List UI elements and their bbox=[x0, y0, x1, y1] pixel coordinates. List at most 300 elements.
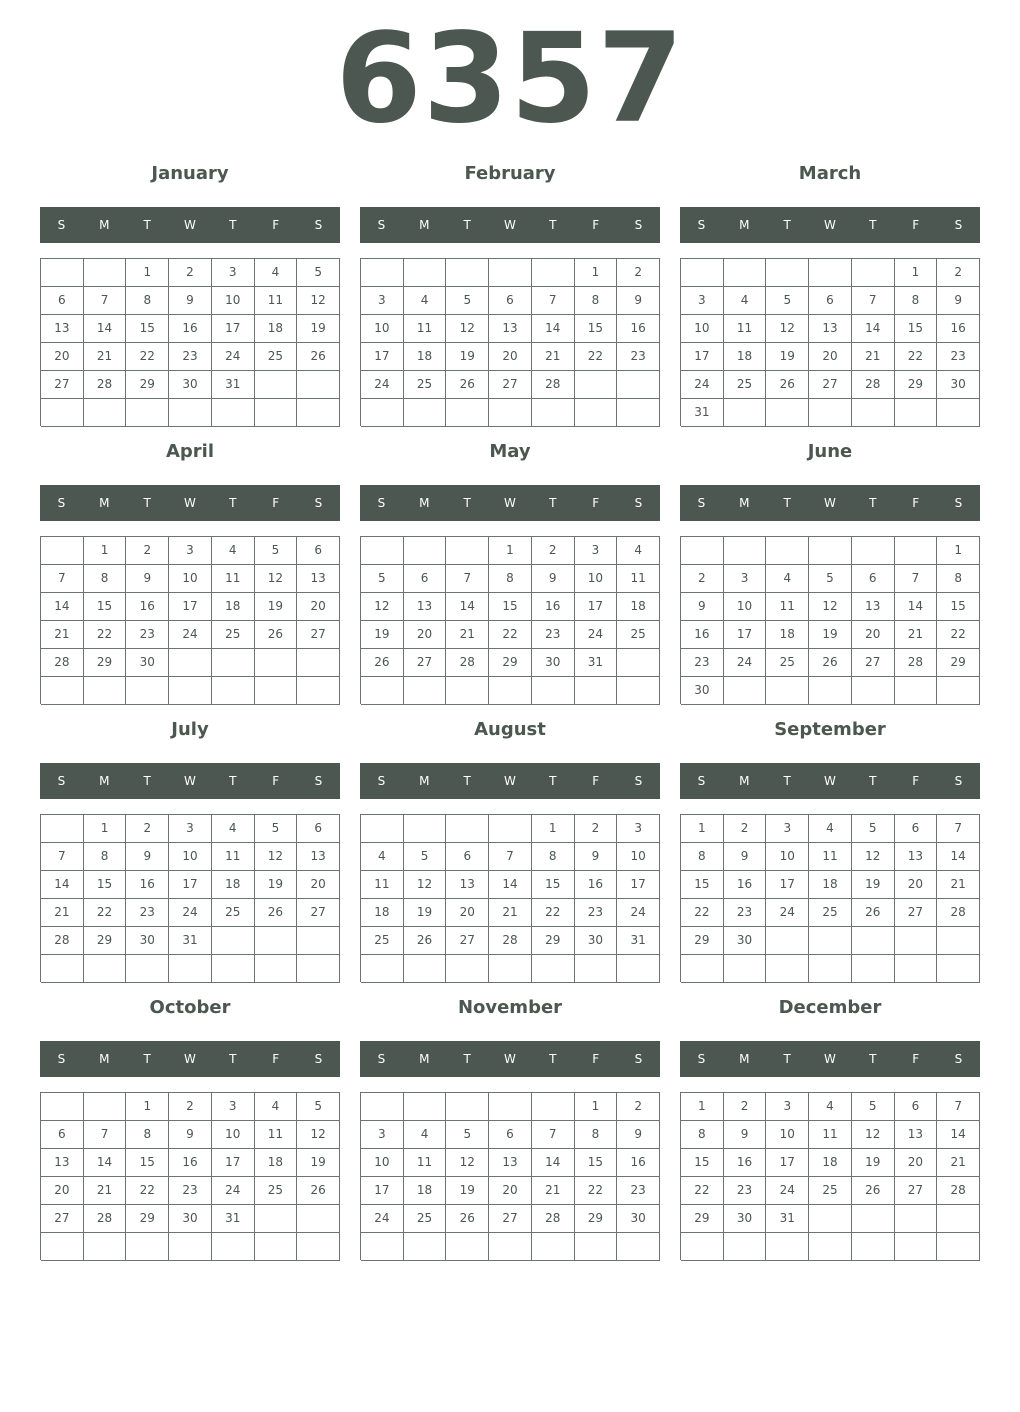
day-cell: 3 bbox=[169, 537, 212, 565]
day-cell: 16 bbox=[724, 871, 767, 899]
weekday-label: M bbox=[99, 1052, 110, 1066]
day-cell bbox=[297, 399, 340, 427]
day-cell: 24 bbox=[681, 371, 724, 399]
month-name: May bbox=[489, 441, 531, 462]
month-name: June bbox=[807, 441, 853, 462]
day-cell bbox=[126, 955, 169, 983]
day-cell: 14 bbox=[852, 315, 895, 343]
day-cell bbox=[297, 371, 340, 399]
day-cell: 17 bbox=[766, 1149, 809, 1177]
month-name: February bbox=[464, 163, 556, 184]
weekday-label: F bbox=[272, 218, 280, 232]
day-cell: 24 bbox=[361, 371, 404, 399]
day-cell: 7 bbox=[489, 843, 532, 871]
day-cell bbox=[852, 927, 895, 955]
day-cell: 17 bbox=[169, 593, 212, 621]
weekday-label: M bbox=[739, 774, 750, 788]
day-cell: 5 bbox=[446, 287, 489, 315]
day-cell: 29 bbox=[84, 649, 127, 677]
day-cell: 6 bbox=[895, 815, 938, 843]
day-cell: 15 bbox=[937, 593, 980, 621]
day-cell: 21 bbox=[937, 871, 980, 899]
day-cell: 12 bbox=[297, 287, 340, 315]
weekday-label: S bbox=[314, 218, 323, 232]
weekday-label: T bbox=[463, 774, 471, 788]
day-cell bbox=[766, 955, 809, 983]
day-cell: 19 bbox=[297, 1149, 340, 1177]
day-cell: 29 bbox=[937, 649, 980, 677]
weekday-label: M bbox=[739, 1052, 750, 1066]
day-cell: 11 bbox=[212, 565, 255, 593]
day-cell bbox=[617, 677, 660, 705]
day-cell: 16 bbox=[617, 315, 660, 343]
day-cell: 18 bbox=[617, 593, 660, 621]
day-cell: 23 bbox=[575, 899, 618, 927]
day-cell: 18 bbox=[809, 871, 852, 899]
day-cell: 5 bbox=[297, 259, 340, 287]
day-cell: 16 bbox=[532, 593, 575, 621]
weekday-label: S bbox=[314, 774, 323, 788]
day-cell bbox=[41, 1093, 84, 1121]
weekday-label: T bbox=[143, 1052, 151, 1066]
year-title: 6357 bbox=[335, 7, 685, 151]
day-cell bbox=[255, 649, 298, 677]
day-cell bbox=[489, 1093, 532, 1121]
day-cell bbox=[895, 399, 938, 427]
day-cell: 23 bbox=[617, 343, 660, 371]
day-cell bbox=[41, 677, 84, 705]
day-cell: 27 bbox=[809, 371, 852, 399]
day-cell: 21 bbox=[41, 621, 84, 649]
day-cell bbox=[532, 259, 575, 287]
day-cell: 27 bbox=[489, 371, 532, 399]
day-cell bbox=[255, 1233, 298, 1261]
day-cell: 18 bbox=[724, 343, 767, 371]
day-cell bbox=[41, 815, 84, 843]
day-cell: 3 bbox=[681, 287, 724, 315]
day-cell: 9 bbox=[126, 565, 169, 593]
day-cell bbox=[852, 1233, 895, 1261]
day-cell: 7 bbox=[895, 565, 938, 593]
weekday-label: W bbox=[184, 496, 196, 510]
day-cell: 10 bbox=[361, 315, 404, 343]
day-cell: 23 bbox=[937, 343, 980, 371]
day-cell: 14 bbox=[937, 843, 980, 871]
day-cell: 22 bbox=[937, 621, 980, 649]
day-cell: 10 bbox=[169, 565, 212, 593]
day-cell: 12 bbox=[766, 315, 809, 343]
day-cell: 29 bbox=[681, 1205, 724, 1233]
day-cell: 4 bbox=[212, 537, 255, 565]
day-cell: 23 bbox=[126, 899, 169, 927]
day-cell: 17 bbox=[361, 343, 404, 371]
weekday-label: T bbox=[229, 496, 237, 510]
day-cell: 31 bbox=[212, 1205, 255, 1233]
day-cell bbox=[361, 259, 404, 287]
weekday-label: F bbox=[912, 1052, 920, 1066]
day-cell: 12 bbox=[852, 1121, 895, 1149]
day-cell: 30 bbox=[532, 649, 575, 677]
day-cell: 18 bbox=[404, 343, 447, 371]
weekday-header bbox=[40, 763, 340, 799]
weekday-header bbox=[40, 1041, 340, 1077]
day-cell: 20 bbox=[895, 1149, 938, 1177]
weekday-label: S bbox=[377, 774, 386, 788]
day-cell: 27 bbox=[404, 649, 447, 677]
day-cell: 5 bbox=[766, 287, 809, 315]
day-cell: 4 bbox=[212, 815, 255, 843]
day-cell bbox=[84, 399, 127, 427]
day-cell: 16 bbox=[724, 1149, 767, 1177]
day-cell: 18 bbox=[361, 899, 404, 927]
day-cell: 28 bbox=[41, 927, 84, 955]
day-cell: 1 bbox=[532, 815, 575, 843]
month-name: October bbox=[149, 997, 231, 1018]
day-cell: 8 bbox=[681, 843, 724, 871]
day-cell: 15 bbox=[575, 315, 618, 343]
day-cell: 11 bbox=[724, 315, 767, 343]
day-cell: 8 bbox=[937, 565, 980, 593]
day-cell bbox=[895, 537, 938, 565]
day-cell bbox=[404, 955, 447, 983]
day-cell: 8 bbox=[84, 843, 127, 871]
weekday-header bbox=[680, 207, 980, 243]
day-cell: 29 bbox=[575, 1205, 618, 1233]
day-cell bbox=[41, 955, 84, 983]
day-cell: 9 bbox=[575, 843, 618, 871]
day-cell bbox=[212, 677, 255, 705]
day-cell: 19 bbox=[852, 871, 895, 899]
weekday-label: F bbox=[592, 774, 600, 788]
day-cell: 25 bbox=[724, 371, 767, 399]
weekday-label: M bbox=[739, 496, 750, 510]
day-cell: 29 bbox=[532, 927, 575, 955]
day-cell: 28 bbox=[446, 649, 489, 677]
day-cell: 27 bbox=[852, 649, 895, 677]
day-cell bbox=[532, 955, 575, 983]
day-cell bbox=[809, 955, 852, 983]
day-cell: 3 bbox=[361, 1121, 404, 1149]
day-cell: 1 bbox=[895, 259, 938, 287]
day-cell: 21 bbox=[852, 343, 895, 371]
day-cell: 26 bbox=[361, 649, 404, 677]
day-cell: 19 bbox=[255, 593, 298, 621]
day-cell: 9 bbox=[937, 287, 980, 315]
day-cell bbox=[489, 677, 532, 705]
day-cell: 22 bbox=[126, 343, 169, 371]
day-cell: 9 bbox=[126, 843, 169, 871]
weekday-label: S bbox=[634, 1052, 643, 1066]
day-cell: 7 bbox=[84, 1121, 127, 1149]
weekday-label: S bbox=[377, 1052, 386, 1066]
day-cell: 4 bbox=[617, 537, 660, 565]
day-cell bbox=[361, 677, 404, 705]
day-cell: 2 bbox=[169, 259, 212, 287]
day-cell: 6 bbox=[895, 1093, 938, 1121]
day-cell: 12 bbox=[852, 843, 895, 871]
weekday-label: T bbox=[869, 774, 877, 788]
weekday-label: S bbox=[57, 496, 66, 510]
day-cell bbox=[446, 955, 489, 983]
day-cell: 19 bbox=[809, 621, 852, 649]
day-cell: 5 bbox=[361, 565, 404, 593]
day-cell: 11 bbox=[766, 593, 809, 621]
day-cell: 30 bbox=[681, 677, 724, 705]
day-cell: 25 bbox=[617, 621, 660, 649]
day-cell: 1 bbox=[84, 815, 127, 843]
day-cell bbox=[681, 955, 724, 983]
day-cell: 19 bbox=[852, 1149, 895, 1177]
day-cell bbox=[809, 1205, 852, 1233]
day-cell: 5 bbox=[809, 565, 852, 593]
day-cell: 28 bbox=[937, 899, 980, 927]
weekday-label: F bbox=[272, 774, 280, 788]
day-cell: 10 bbox=[766, 1121, 809, 1149]
weekday-label: M bbox=[99, 496, 110, 510]
day-cell: 6 bbox=[852, 565, 895, 593]
day-cell bbox=[489, 955, 532, 983]
weekday-label: M bbox=[739, 218, 750, 232]
weekday-label: M bbox=[419, 774, 430, 788]
day-cell: 14 bbox=[937, 1121, 980, 1149]
day-grid bbox=[680, 814, 980, 982]
day-cell bbox=[212, 927, 255, 955]
day-cell: 4 bbox=[809, 815, 852, 843]
month-name: January bbox=[151, 163, 229, 184]
day-cell bbox=[446, 537, 489, 565]
day-cell bbox=[809, 537, 852, 565]
day-cell: 13 bbox=[41, 1149, 84, 1177]
day-cell: 6 bbox=[489, 1121, 532, 1149]
weekday-label: W bbox=[824, 774, 836, 788]
day-cell: 13 bbox=[809, 315, 852, 343]
day-cell: 25 bbox=[809, 1177, 852, 1205]
day-cell: 23 bbox=[681, 649, 724, 677]
day-cell: 26 bbox=[446, 1205, 489, 1233]
day-cell bbox=[489, 1233, 532, 1261]
month-name: November bbox=[457, 997, 563, 1018]
day-cell: 1 bbox=[937, 537, 980, 565]
weekday-header bbox=[680, 763, 980, 799]
day-cell bbox=[446, 677, 489, 705]
day-cell: 27 bbox=[41, 1205, 84, 1233]
day-cell bbox=[41, 399, 84, 427]
day-cell: 18 bbox=[766, 621, 809, 649]
day-cell: 18 bbox=[212, 871, 255, 899]
weekday-label: S bbox=[697, 218, 706, 232]
day-cell bbox=[41, 259, 84, 287]
day-cell bbox=[724, 1233, 767, 1261]
day-cell bbox=[297, 1205, 340, 1233]
day-cell: 19 bbox=[446, 343, 489, 371]
day-cell bbox=[895, 1205, 938, 1233]
day-cell: 16 bbox=[681, 621, 724, 649]
day-cell: 25 bbox=[212, 899, 255, 927]
day-cell: 28 bbox=[84, 1205, 127, 1233]
day-cell bbox=[724, 259, 767, 287]
day-cell: 3 bbox=[766, 815, 809, 843]
day-cell: 26 bbox=[404, 927, 447, 955]
day-cell: 12 bbox=[297, 1121, 340, 1149]
day-cell bbox=[169, 1233, 212, 1261]
day-cell: 20 bbox=[404, 621, 447, 649]
day-cell bbox=[212, 649, 255, 677]
day-cell: 3 bbox=[212, 259, 255, 287]
day-cell: 21 bbox=[446, 621, 489, 649]
day-cell: 12 bbox=[404, 871, 447, 899]
weekday-label: W bbox=[184, 774, 196, 788]
day-cell bbox=[575, 371, 618, 399]
month-name: December bbox=[778, 997, 882, 1018]
day-cell: 7 bbox=[532, 1121, 575, 1149]
day-grid bbox=[40, 258, 340, 426]
day-cell: 28 bbox=[532, 1205, 575, 1233]
day-cell: 11 bbox=[809, 1121, 852, 1149]
month-name: August bbox=[474, 719, 546, 740]
day-cell: 23 bbox=[532, 621, 575, 649]
day-cell bbox=[169, 677, 212, 705]
day-cell: 23 bbox=[724, 1177, 767, 1205]
day-cell: 5 bbox=[404, 843, 447, 871]
day-cell: 2 bbox=[937, 259, 980, 287]
day-cell bbox=[532, 1093, 575, 1121]
day-cell bbox=[852, 537, 895, 565]
day-cell: 13 bbox=[852, 593, 895, 621]
day-cell: 2 bbox=[724, 815, 767, 843]
day-cell bbox=[852, 677, 895, 705]
day-cell: 24 bbox=[766, 899, 809, 927]
day-cell: 4 bbox=[724, 287, 767, 315]
day-cell: 20 bbox=[852, 621, 895, 649]
day-cell: 21 bbox=[532, 1177, 575, 1205]
day-cell bbox=[404, 1233, 447, 1261]
day-cell: 17 bbox=[212, 1149, 255, 1177]
day-cell: 26 bbox=[852, 899, 895, 927]
day-cell: 7 bbox=[446, 565, 489, 593]
day-cell bbox=[84, 259, 127, 287]
day-cell bbox=[937, 927, 980, 955]
day-cell: 18 bbox=[255, 1149, 298, 1177]
weekday-label: W bbox=[184, 218, 196, 232]
day-cell bbox=[126, 399, 169, 427]
day-cell: 11 bbox=[809, 843, 852, 871]
day-cell bbox=[361, 1233, 404, 1261]
day-cell: 26 bbox=[297, 1177, 340, 1205]
month-name: July bbox=[171, 719, 209, 740]
day-cell: 2 bbox=[575, 815, 618, 843]
day-cell: 11 bbox=[255, 287, 298, 315]
day-cell bbox=[446, 1093, 489, 1121]
weekday-label: S bbox=[314, 1052, 323, 1066]
day-cell: 20 bbox=[41, 343, 84, 371]
day-cell: 11 bbox=[617, 565, 660, 593]
day-cell: 16 bbox=[169, 1149, 212, 1177]
weekday-label: S bbox=[314, 496, 323, 510]
weekday-header bbox=[680, 485, 980, 521]
weekday-label: S bbox=[57, 1052, 66, 1066]
day-cell bbox=[404, 1093, 447, 1121]
day-cell: 27 bbox=[446, 927, 489, 955]
weekday-header bbox=[360, 485, 660, 521]
day-cell: 7 bbox=[41, 565, 84, 593]
day-cell: 22 bbox=[489, 621, 532, 649]
day-grid bbox=[40, 536, 340, 704]
day-cell: 24 bbox=[212, 1177, 255, 1205]
day-cell: 1 bbox=[126, 259, 169, 287]
day-cell: 30 bbox=[617, 1205, 660, 1233]
day-cell: 14 bbox=[532, 1149, 575, 1177]
day-cell bbox=[297, 927, 340, 955]
day-cell: 7 bbox=[937, 1093, 980, 1121]
day-cell: 1 bbox=[575, 259, 618, 287]
weekday-label: T bbox=[549, 496, 557, 510]
day-cell: 31 bbox=[575, 649, 618, 677]
weekday-label: T bbox=[463, 1052, 471, 1066]
day-cell: 10 bbox=[212, 1121, 255, 1149]
day-cell: 15 bbox=[532, 871, 575, 899]
day-cell: 8 bbox=[895, 287, 938, 315]
day-cell: 5 bbox=[852, 1093, 895, 1121]
day-cell bbox=[724, 537, 767, 565]
day-cell: 28 bbox=[532, 371, 575, 399]
day-cell bbox=[297, 649, 340, 677]
day-cell: 13 bbox=[895, 843, 938, 871]
day-cell: 12 bbox=[809, 593, 852, 621]
day-cell bbox=[895, 927, 938, 955]
day-cell: 27 bbox=[297, 621, 340, 649]
day-cell bbox=[809, 927, 852, 955]
day-cell: 2 bbox=[169, 1093, 212, 1121]
day-cell: 30 bbox=[169, 371, 212, 399]
day-cell: 27 bbox=[297, 899, 340, 927]
day-cell: 14 bbox=[84, 1149, 127, 1177]
day-cell bbox=[895, 1233, 938, 1261]
day-cell: 6 bbox=[446, 843, 489, 871]
day-cell: 9 bbox=[169, 287, 212, 315]
weekday-label: T bbox=[143, 774, 151, 788]
day-cell: 4 bbox=[766, 565, 809, 593]
day-cell: 20 bbox=[489, 1177, 532, 1205]
day-cell: 22 bbox=[532, 899, 575, 927]
day-cell: 24 bbox=[169, 621, 212, 649]
day-cell: 9 bbox=[617, 287, 660, 315]
weekday-label: S bbox=[57, 774, 66, 788]
day-cell: 28 bbox=[41, 649, 84, 677]
day-cell: 22 bbox=[575, 1177, 618, 1205]
day-cell bbox=[532, 1233, 575, 1261]
weekday-label: T bbox=[229, 218, 237, 232]
day-cell: 6 bbox=[41, 287, 84, 315]
day-cell: 30 bbox=[126, 649, 169, 677]
day-cell: 17 bbox=[724, 621, 767, 649]
day-cell: 3 bbox=[361, 287, 404, 315]
weekday-label: W bbox=[504, 218, 516, 232]
day-cell: 13 bbox=[489, 315, 532, 343]
day-cell: 10 bbox=[212, 287, 255, 315]
day-cell bbox=[446, 399, 489, 427]
day-cell: 5 bbox=[297, 1093, 340, 1121]
day-cell: 2 bbox=[126, 815, 169, 843]
weekday-label: M bbox=[99, 774, 110, 788]
day-cell: 28 bbox=[84, 371, 127, 399]
day-cell: 8 bbox=[681, 1121, 724, 1149]
day-cell bbox=[404, 259, 447, 287]
day-cell bbox=[126, 1233, 169, 1261]
day-cell: 10 bbox=[575, 565, 618, 593]
day-cell: 20 bbox=[41, 1177, 84, 1205]
day-cell: 17 bbox=[361, 1177, 404, 1205]
day-cell: 27 bbox=[41, 371, 84, 399]
